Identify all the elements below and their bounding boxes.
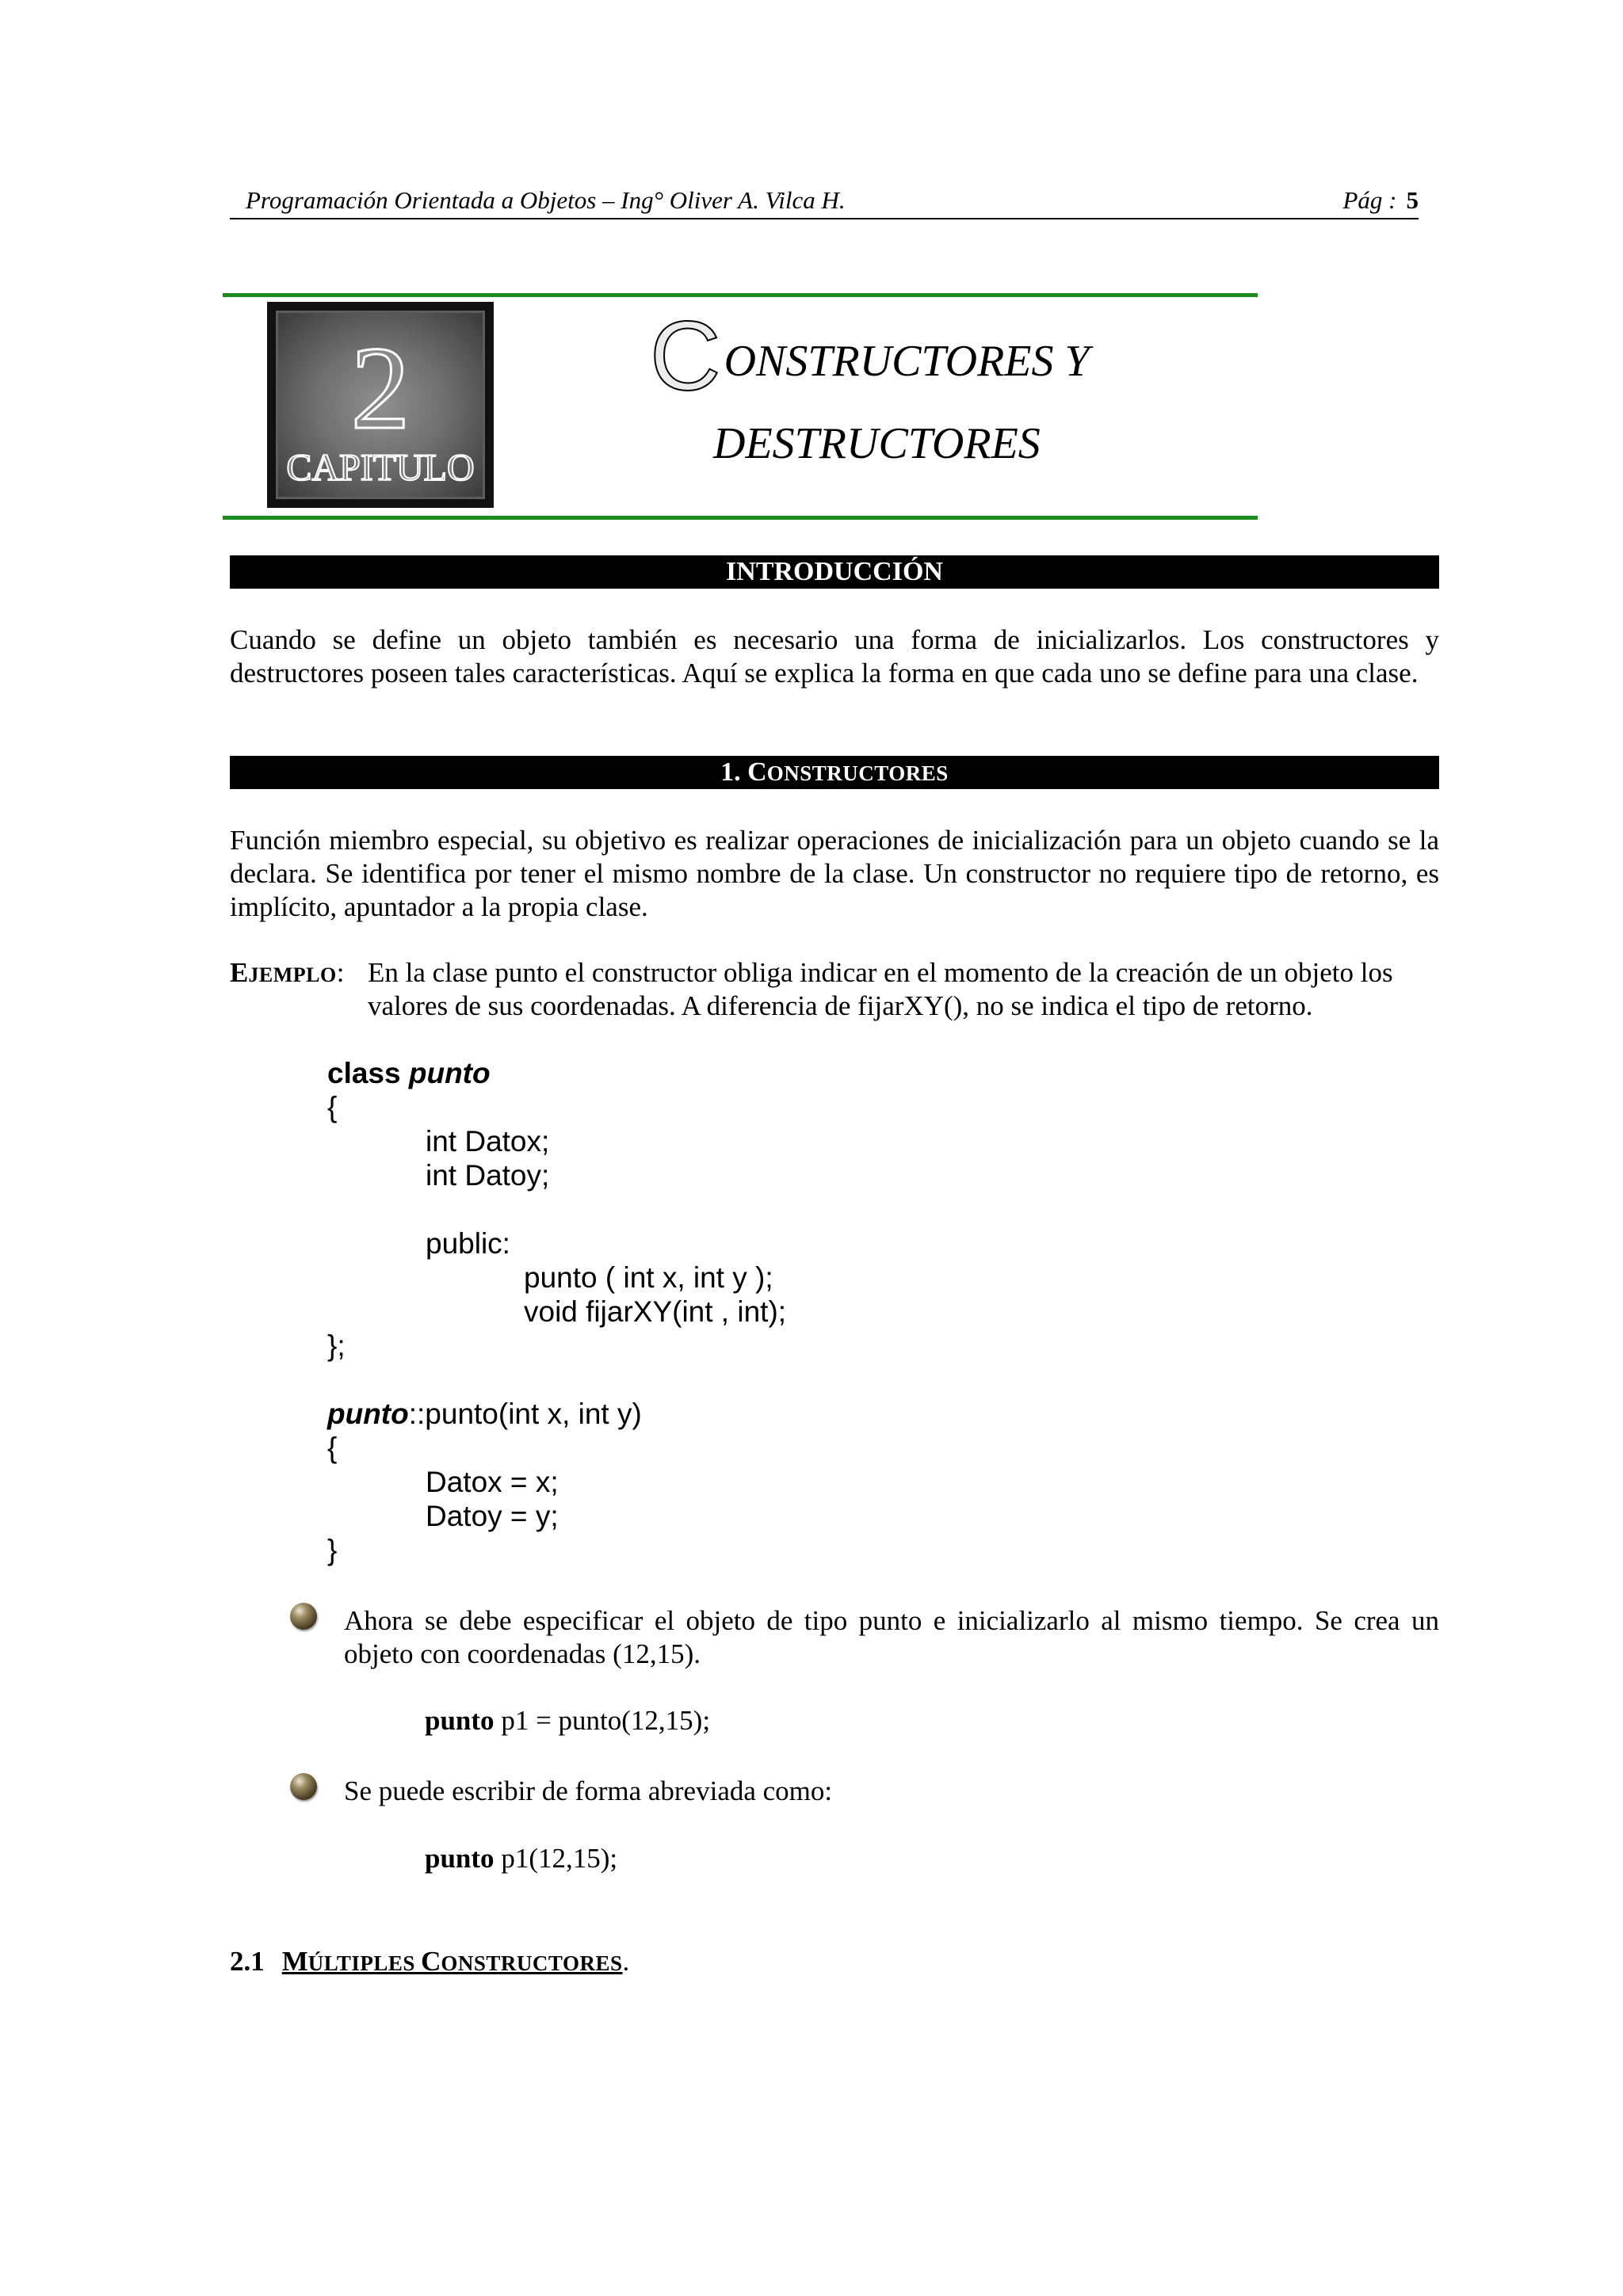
chapter-title-line1 — [650, 302, 1090, 411]
intro-heading: INTRODUCCIÓN — [230, 555, 1439, 589]
bullet-text: Se puede escribir de forma abreviada como: — [344, 1775, 833, 1806]
subsection-number: 2.1 — [230, 1946, 265, 1977]
chapter-title-line1-rest: ONSTRUCTORES Y — [724, 337, 1090, 386]
code-line-class — [327, 1056, 491, 1090]
running-header-page — [1342, 183, 1419, 218]
code-line-ctor-decl: punto ( int x, int y ); — [524, 1261, 773, 1294]
code-def-class: punto — [327, 1398, 409, 1430]
code-line-ctor-def — [327, 1397, 642, 1431]
bullet-sphere-icon — [290, 1773, 317, 1800]
bullet-code — [425, 1704, 710, 1737]
subsection-title — [282, 1946, 623, 1977]
bullet-code — [425, 1842, 617, 1875]
code-line-close-brace2: } — [327, 1534, 338, 1566]
bullet-code-keyword: punto — [425, 1843, 495, 1874]
constructors-heading-num: 1. C — [720, 757, 767, 787]
chapter-badge — [267, 302, 494, 508]
bullet-sphere-icon — [290, 1603, 317, 1630]
chapter-number: 2 — [350, 322, 411, 454]
code-block — [327, 1056, 1120, 1579]
example-text: En la clase punto el constructor obliga indicar en el momento de la creación de un objeto los valores de sus coordenadas. A diferencia de fijarXY(), no se indica el tipo de retorno. — [368, 957, 1393, 1021]
chapter-word: CAPITULO — [286, 447, 475, 489]
code-line-public: public: — [426, 1227, 510, 1260]
code-def-rest: ::punto(int x, int y) — [408, 1398, 642, 1430]
running-header-title: Programación Orientada a Objetos – Ing° Oliver A. Vilca H. — [246, 186, 846, 214]
chapter-bottom-rule — [223, 516, 1258, 520]
code-line-field2: int Datoy; — [426, 1159, 550, 1192]
example-label-colon: : — [336, 957, 345, 988]
bullet-code-rest: p1 = punto(12,15); — [494, 1705, 711, 1736]
subsection-title-initial1: M — [281, 1946, 308, 1977]
code-line-field1: int Datox; — [426, 1125, 550, 1158]
bullet-code-rest: p1(12,15); — [494, 1843, 618, 1874]
subsection-title-rest1: ÚLTIPLES — [307, 1951, 422, 1975]
bullet-text: Ahora se debe especificar el objeto de tipo punto e inicializarlo al mismo tiempo. Se crea un objeto con coordenadas (12,15). — [344, 1605, 1439, 1669]
subsection-period: . — [622, 1946, 630, 1977]
code-line-close-class: }; — [327, 1329, 346, 1362]
code-line-assign1: Datox = x; — [426, 1466, 559, 1498]
bullet-code-keyword: punto — [425, 1705, 495, 1736]
code-line-assign2: Datoy = y; — [426, 1500, 559, 1532]
constructors-paragraph: Función miembro especial, su objetivo es realizar operaciones de inicialización para un objeto cuando se la declara. Se identifica por tener el mismo nombre de la clase. Un constructor no requiere tipo de retorno, es implícito, apuntador a la propia clase. — [230, 825, 1439, 922]
intro-paragraph: Cuando se define un objeto también es necesario una forma de inicializarlos. Los constructores y destructores poseen tales características. Aquí se explica la forma en que cada uno se define para una clase. — [230, 624, 1439, 688]
code-line-open-brace2: { — [327, 1432, 338, 1464]
running-header — [230, 183, 1419, 219]
code-class-name: punto — [408, 1057, 491, 1089]
constructors-heading — [230, 756, 1439, 789]
page-number: 5 — [1406, 186, 1419, 214]
subsection-title-initial2: C — [421, 1946, 441, 1977]
code-line-open-brace: { — [327, 1091, 338, 1123]
code-line-method-decl: void fijarXY(int , int); — [524, 1295, 787, 1328]
constructors-heading-rest: ONSTRUCTORES — [766, 761, 949, 785]
chapter-title-initial: C — [650, 302, 721, 411]
example-label-initial: E — [230, 957, 249, 988]
chapter-title-line2: DESTRUCTORES — [713, 419, 1041, 468]
subsection-heading — [230, 1945, 629, 1980]
chapter-badge-inner — [276, 311, 485, 499]
page-label: Pág : — [1342, 186, 1397, 214]
subsection-title-rest2: ONSTRUCTORES — [441, 1951, 623, 1975]
example-label-rest: JEMPLO — [248, 963, 337, 986]
code-class-keyword: class — [327, 1057, 409, 1089]
example-label — [230, 956, 344, 992]
chapter-top-rule — [223, 293, 1258, 297]
